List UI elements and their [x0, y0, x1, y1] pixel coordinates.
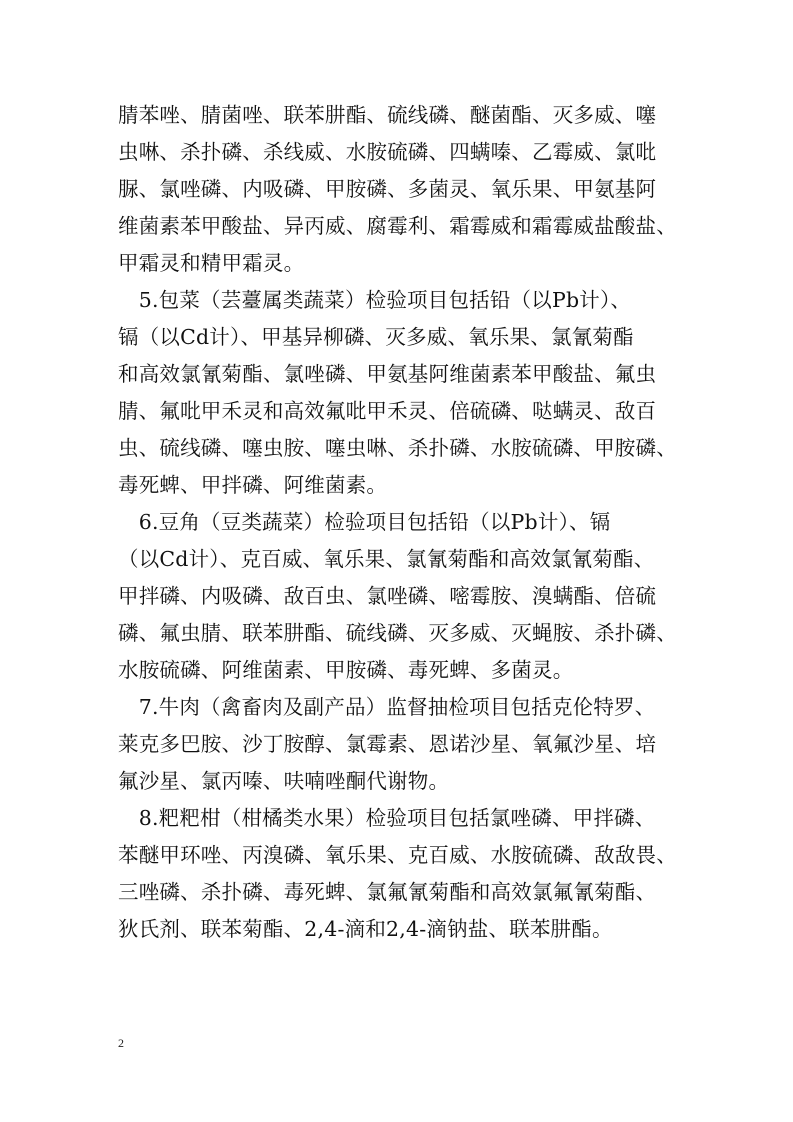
text-line: 虫、硫线磷、噻虫胺、噻虫啉、杀扑磷、水胺硫磷、甲胺磷、 [118, 436, 677, 460]
text-line: 镉（以Cd计）、甲基异柳磷、灭多威、氧乐果、氯氰菊酯 [118, 325, 634, 349]
text-line: 脲、氯唑磷、内吸磷、甲胺磷、多菌灵、氧乐果、甲氨基阿 [118, 177, 657, 201]
text-line: 莱克多巴胺、沙丁胺醇、氯霉素、恩诺沙星、氧氟沙星、培 [118, 732, 657, 756]
text-line: 腈苯唑、腈菌唑、联苯肼酯、硫线磷、醚菌酯、灭多威、噻 [118, 103, 657, 127]
text-line: 甲霜灵和精甲霜灵。 [118, 251, 305, 275]
text-line: （以Cd计）、克百威、氧乐果、氯氰菊酯和高效氯氰菊酯、 [118, 547, 655, 571]
document-body [118, 100, 680, 951]
text-line: 水胺硫磷、阿维菌素、甲胺磷、毒死蜱、多菌灵。 [118, 658, 574, 682]
page-number: 2 [118, 1036, 124, 1050]
text-line: 氟沙星、氯丙嗪、呋喃唑酮代谢物。 [118, 769, 450, 793]
text-line: 狄氏剂、联苯菊酯、2,4-滴和2,4-滴钠盐、联苯肼酯。 [118, 917, 613, 941]
paragraph-5-start: 5.包菜（芸薹属类蔬菜）检验项目包括铅（以Pb计）、 [118, 288, 632, 312]
text-line: 甲拌磷、内吸磷、敌百虫、氯唑磷、嘧霉胺、溴螨酯、倍硫 [118, 584, 657, 608]
text-line: 苯醚甲环唑、丙溴磷、氧乐果、克百威、水胺硫磷、敌敌畏、 [118, 843, 677, 867]
text-line: 三唑磷、杀扑磷、毒死蜱、氯氟氰菊酯和高效氯氟氰菊酯、 [118, 880, 657, 904]
text-line: 磷、氟虫腈、联苯肼酯、硫线磷、灭多威、灭蝇胺、杀扑磷、 [118, 621, 677, 645]
text-line: 和高效氯氰菊酯、氯唑磷、甲氨基阿维菌素苯甲酸盐、氟虫 [118, 362, 657, 386]
paragraph-8-start: 8.粑粑柑（柑橘类水果）检验项目包括氯唑磷、甲拌磷、 [118, 806, 656, 830]
text-line: 维菌素苯甲酸盐、异丙威、腐霉利、霜霉威和霜霉威盐酸盐、 [118, 214, 677, 238]
paragraph-6-start: 6.豆角（豆类蔬菜）检验项目包括铅（以Pb计）、镉 [118, 510, 611, 534]
text-line: 虫啉、杀扑磷、杀线威、水胺硫磷、四螨嗪、乙霉威、氯吡 [118, 140, 657, 164]
text-line: 毒死蜱、甲拌磷、阿维菌素。 [118, 473, 388, 497]
paragraph-7-start: 7.牛肉（禽畜肉及副产品）监督抽检项目包括克伦特罗、 [118, 695, 656, 719]
text-line: 腈、氟吡甲禾灵和高效氟吡甲禾灵、倍硫磷、哒螨灵、敌百 [118, 399, 657, 423]
